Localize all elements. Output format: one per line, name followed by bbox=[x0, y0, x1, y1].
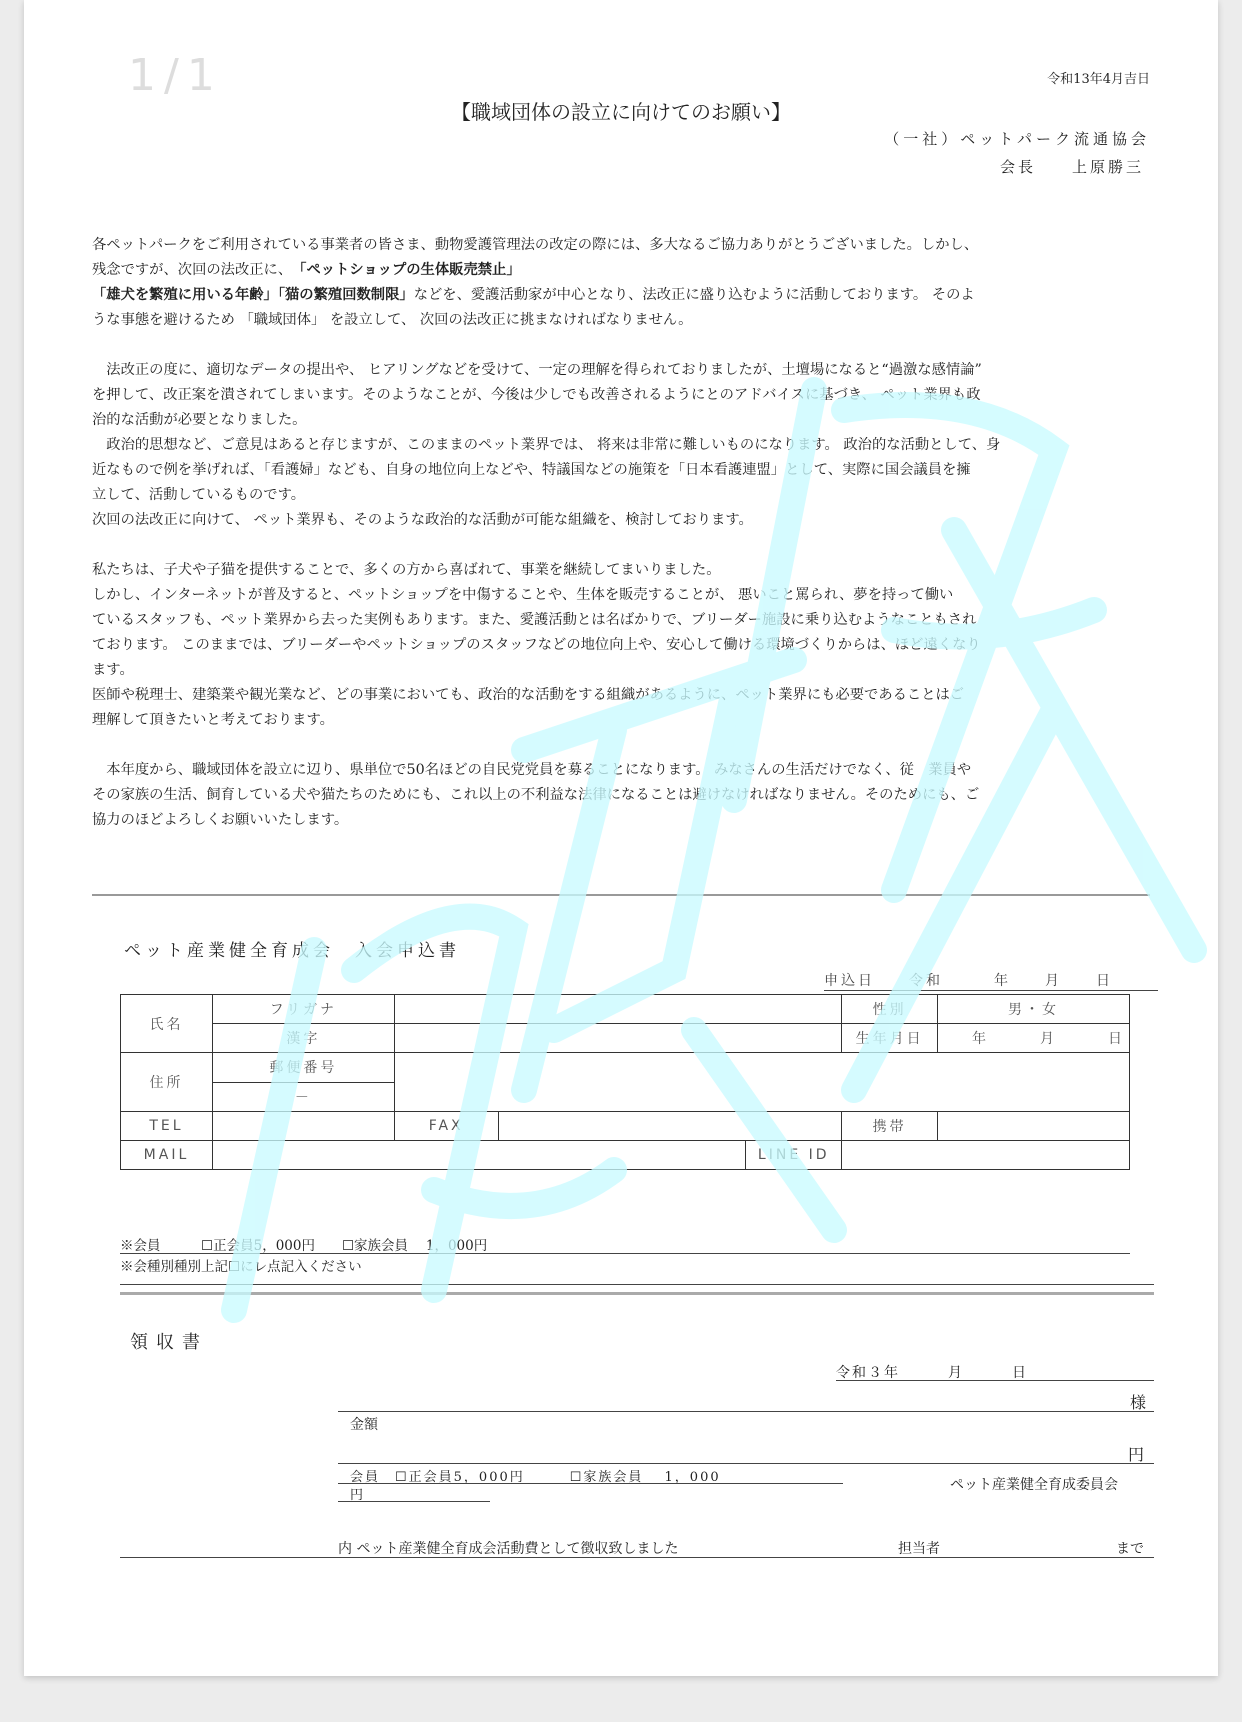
body-line: 立して、活動しているものです。 bbox=[92, 487, 306, 503]
bold-phrase: 「雄犬を繁殖に用いる年齢」 bbox=[92, 287, 278, 303]
tel-label: TEL bbox=[121, 1112, 213, 1141]
body-line: 医師や税理士、建築業や観光業など、どの事業においても、政治的な活動をする組織があるように、ペット業界にも必要であることはご bbox=[92, 687, 965, 703]
bottom-line bbox=[120, 1557, 1154, 1558]
kanji-label: 漢字 bbox=[212, 1024, 394, 1053]
membership-fee-options[interactable]: ※会員 ☐正会員5，000円 ☐家族会員 1，000円 bbox=[120, 1238, 488, 1254]
amount-label: 金額 bbox=[350, 1417, 378, 1433]
divider bbox=[92, 894, 1150, 896]
body-line: 本年度から、職域団体を設立に辺り、県単位で50名ほどの自民党党員を募ることになります。 みなさんの生活だけでなく、従 業員や bbox=[92, 762, 972, 778]
body-text: 残念ですが、次回の法改正に、 bbox=[92, 262, 300, 278]
document-page bbox=[24, 0, 1218, 1676]
underline bbox=[338, 1483, 843, 1484]
body-line: 政治的思想など、ご意見はあると存じますが、このままのペット業界では、 将来は非常に難しいものになります。 政治的な活動として、身 bbox=[92, 437, 1001, 453]
divider bbox=[120, 1284, 1154, 1285]
birthdate-field[interactable]: 年 月 日 bbox=[938, 1024, 1130, 1053]
page-number: 1/1 bbox=[128, 50, 223, 101]
mail-field[interactable] bbox=[212, 1141, 745, 1170]
birthdate-label: 生年月日 bbox=[842, 1024, 938, 1053]
address-field[interactable] bbox=[394, 1053, 1129, 1112]
bold-phrase: 「ペットショップの生体販売禁止」 bbox=[299, 262, 521, 278]
kanji-name-field[interactable] bbox=[394, 1024, 841, 1053]
body-line: その家族の生活、飼育している犬や猫たちのためにも、これ以上の不利益な法律になることは避けなければなりません。そのためにも、ご bbox=[92, 787, 980, 803]
furigana-field[interactable] bbox=[394, 995, 841, 1024]
body-line bbox=[92, 258, 1150, 283]
yen-label: 円 bbox=[1128, 1445, 1145, 1464]
body-line: 協力のほどよろしくお願いいたします。 bbox=[92, 812, 349, 828]
body-line: 次回の法改正に向けて、 ペット業界も、そのような政治的な活動が可能な組織を、検討しております。 bbox=[92, 512, 753, 528]
body-line: を押して、改正案を潰されてしまいます。そのようなことが、今後は少しでも改善されるようにとのアドバイスに基づき、 ペット業界も政 bbox=[92, 387, 981, 403]
address-label: 住所 bbox=[121, 1053, 213, 1112]
letter-body bbox=[92, 233, 1150, 833]
underline bbox=[120, 1253, 1130, 1254]
receipt-member-yen: 円 bbox=[350, 1488, 364, 1503]
gender-field[interactable]: 男・女 bbox=[938, 995, 1130, 1024]
body-line: 理解して頂きたいと考えております。 bbox=[92, 712, 334, 728]
letter-title: 【職域団体の設立に向けてのお願い】 bbox=[451, 100, 791, 124]
mobile-label: 携帯 bbox=[842, 1112, 938, 1141]
body-line: うな事態を避けるため 「職域団体」 を設立して、 次回の法改正に挑まなければなりません。 bbox=[92, 312, 693, 328]
underline bbox=[836, 1380, 1154, 1381]
furigana-label: フリガナ bbox=[212, 995, 394, 1024]
mail-label: MAIL bbox=[121, 1141, 213, 1170]
name-label: 氏名 bbox=[121, 995, 213, 1053]
fax-field[interactable] bbox=[498, 1112, 842, 1141]
receipt-date[interactable]: 令和３年 月 日 bbox=[836, 1365, 1028, 1381]
mobile-field[interactable] bbox=[938, 1112, 1130, 1141]
body-line: ております。 このままでは、ブリーダーやペットショップのスタッフなどの地位向上や、安心して働ける環境づくりからは、ほど遠くなり bbox=[92, 637, 981, 653]
gender-label: 性別 bbox=[842, 995, 938, 1024]
form-title: ペット産業健全育成会 入会申込書 bbox=[124, 941, 460, 961]
addressee-suffix: 様 bbox=[1130, 1393, 1147, 1412]
letter-date: 令和13年4月吉日 bbox=[1047, 72, 1150, 87]
bold-phrase: 「猫の繁殖回数制限」 bbox=[277, 287, 414, 303]
amount-line[interactable] bbox=[338, 1463, 1154, 1464]
receipt-title: 領収書 bbox=[130, 1332, 208, 1353]
organization-name: （一社）ペットパーク流通協会 bbox=[884, 130, 1150, 148]
body-line: ます。 bbox=[92, 662, 134, 678]
receipt-member-options[interactable]: 会員 ☐正会員5，000円 ☐家族会員 1，000 bbox=[350, 1470, 721, 1485]
line-id-field[interactable] bbox=[842, 1141, 1130, 1170]
divider bbox=[120, 1292, 1154, 1295]
tel-field[interactable] bbox=[212, 1112, 394, 1141]
application-date[interactable]: 申込日 令和 年 月 日 bbox=[824, 970, 1158, 991]
body-line: ているスタッフも、ペット業界から去った実例もあります。また、愛護活動とは名ばかりで、ブリーダー施設に乗り込むようなこともされ bbox=[92, 612, 977, 628]
president-name: 会長 上原勝三 bbox=[999, 158, 1144, 176]
postal-label: 郵便番号 bbox=[212, 1053, 394, 1083]
body-line: 治的な活動が必要となりました。 bbox=[92, 412, 307, 428]
body-line: 法改正の度に、適切なデータの提出や、 ヒアリングなどを受けて、一定の理解を得られておりましたが、土壇場になると“過激な感情論” bbox=[92, 362, 982, 378]
receipt-purpose: 内 ペット産業健全育成会活動費として徴収致しました bbox=[338, 1541, 679, 1557]
body-line: 各ペットパークをご利用されている事業者の皆さま、動物愛護管理法の改定の際には、多大なるご協力ありがとうございました。しかし、 bbox=[92, 237, 979, 253]
body-line: 私たちは、子犬や子猫を提供することで、多くの方から喜ばれて、事業を継続してまいりました。 bbox=[92, 562, 721, 578]
postal-code-field[interactable]: － bbox=[212, 1082, 394, 1112]
underline bbox=[338, 1501, 490, 1502]
body-line: しかし、インターネットが普及すると、ペットショップを中傷することや、生体を販売することが、 悪いこと罵られ、夢を持って働い bbox=[92, 587, 954, 603]
body-text: などを、愛護活動家が中心となり、法改正に盛り込むように活動しております。 そのよ bbox=[413, 287, 975, 303]
fax-label: FAX bbox=[394, 1112, 498, 1141]
issuer-name: ペット産業健全育成委員会 bbox=[950, 1477, 1118, 1493]
addressee-line[interactable] bbox=[338, 1411, 1154, 1412]
body-line bbox=[92, 283, 1150, 308]
membership-note: ※会種別種別上記☐にレ点記入ください bbox=[120, 1259, 362, 1275]
application-form-table bbox=[120, 994, 1130, 1170]
line-id-label: LINE ID bbox=[746, 1141, 842, 1170]
until-label: まで bbox=[1116, 1541, 1144, 1557]
staff-label: 担当者 bbox=[898, 1541, 940, 1557]
body-line: 近なもので例を挙げれば、「看護婦」なども、自身の地位向上などや、特議国などの施策を「日本看護連盟」として、実際に国会議員を擁 bbox=[92, 462, 971, 478]
